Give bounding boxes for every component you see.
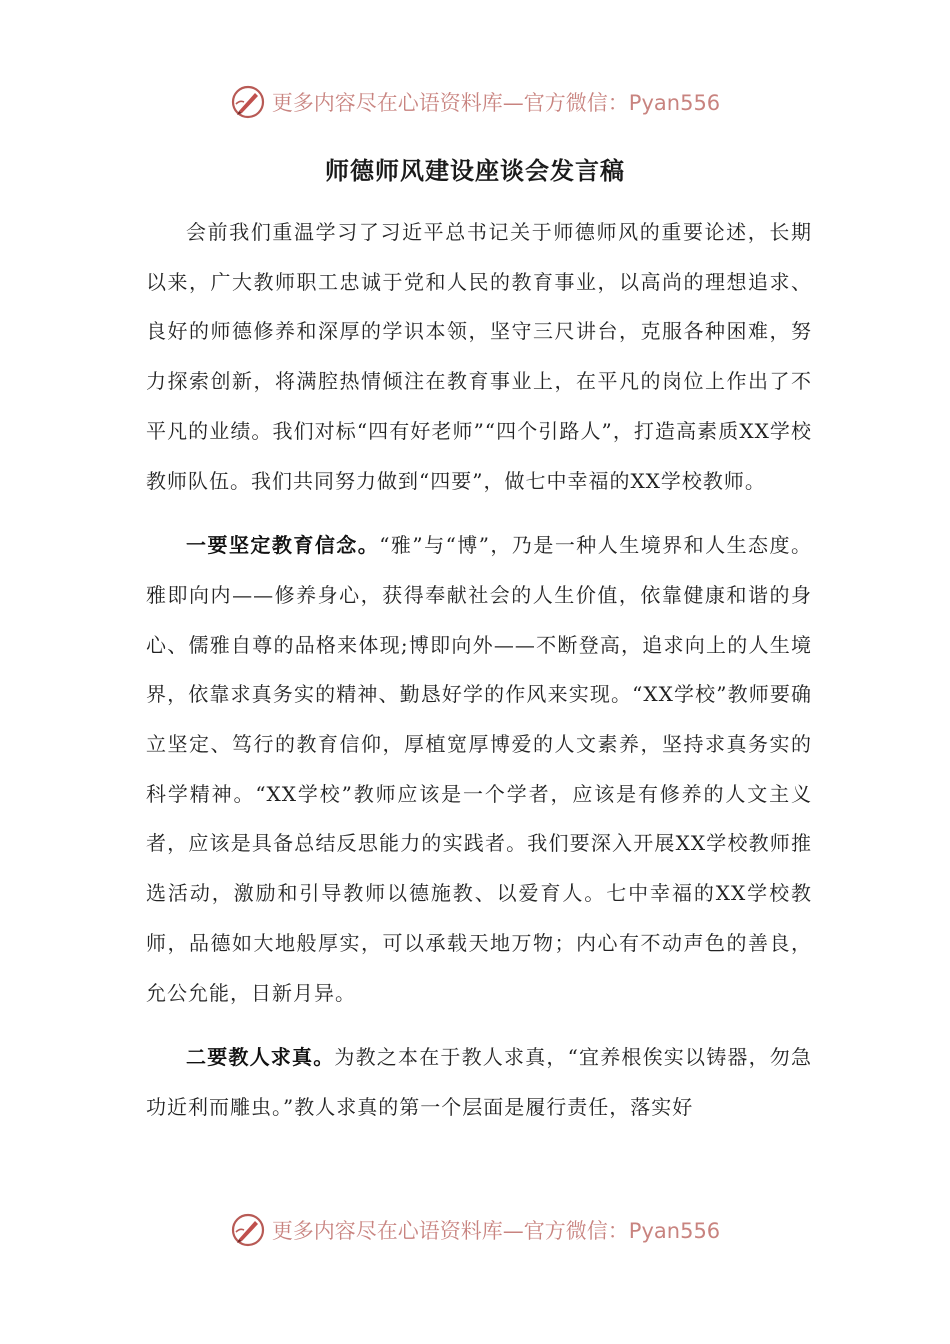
paragraph-heading: 二要教人求真。	[186, 1045, 335, 1070]
paragraph-heading: 一要坚定教育信念。	[186, 533, 380, 558]
paragraph-point-1	[146, 521, 812, 1018]
watermark-banner-bottom	[0, 1208, 950, 1252]
pen-logo-icon	[230, 84, 266, 120]
pen-logo-icon	[230, 1212, 266, 1248]
paragraph-text: “雅”与“博”，乃是一种人生境界和人生态度。雅即向内——修养身心，获得奉献社会的人生价值，依靠健康和谐的身心、儒雅自尊的品格来体现;博即向外——不断登高，追求向上的人生境界，依靠求真务实的精神、勤恳好学的作风来实现。“XX学校”教师要确立坚定、笃行的教育信仰，厚植宽厚博爱的人文素养，坚持求真务实的科学精神。“XX学校”教师应该是一个学者，应该是有修养的人文主义者，应该是具备总结反思能力的实践者。我们要深入开展XX学校教师推选活动，激励和引导教师以德施教、以爱育人。七中幸福的XX学校教师，品德如大地般厚实，可以承载天地万物；内心有不动声色的善良，允公允能，日新月异。	[146, 533, 812, 1005]
watermark-text: 更多内容尽在心语资料库—官方微信：Pyan556	[271, 91, 721, 115]
document-body	[146, 208, 812, 1133]
paragraph-text: 为教之本在于教人求真，“宜养根俟实以铸器，勿急功近利而雕虫。”教人求真的第一个层面是履行责任，落实好	[146, 1045, 813, 1119]
watermark-banner-top	[0, 80, 950, 124]
watermark-text: 更多内容尽在心语资料库—官方微信：Pyan556	[271, 1219, 721, 1243]
document-title: 师德师风建设座谈会发言稿	[325, 157, 625, 185]
paragraph-text: 会前我们重温学习了习近平总书记关于师德师风的重要论述，长期以来，广大教师职工忠诚于党和人民的教育事业，以高尚的理想追求、良好的师德修养和深厚的学识本领，坚守三尺讲台，克服各种困难，努力探索创新，将满腔热情倾注在教育事业上，在平凡的岗位上作出了不平凡的业绩。我们对标“四有好老师”“四个引路人”，打造高素质XX学校教师队伍。我们共同努力做到“四要”，做七中幸福的XX学校教师。	[146, 220, 812, 493]
paragraph-intro	[146, 208, 812, 506]
paragraph-point-2	[146, 1033, 812, 1132]
